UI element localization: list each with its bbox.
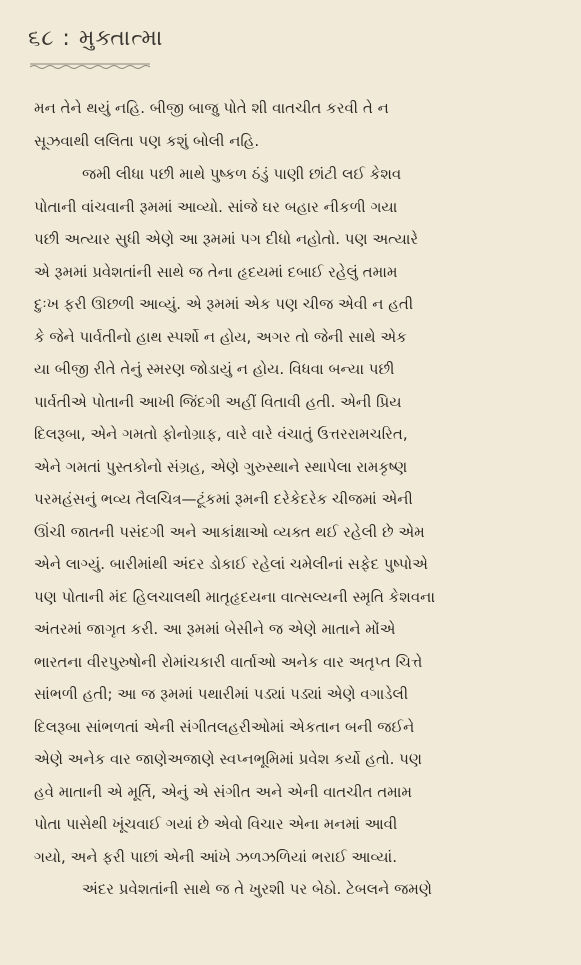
text-line: યા બીજી રીતે તેનું સ્મરણ જોડાયું ન હોય. વિધવા બન્યા પછી [34, 360, 395, 378]
text-line: એને લાગ્યું. બારીમાંથી અંદર ડોકાઈ રહેલાં ચમેલીનાં સફેદ પુષ્પોએ [34, 555, 428, 573]
page-number: ૬૮ [28, 26, 55, 51]
decorative-rule [30, 62, 150, 70]
text-line: સાંભળી હતી; આ જ રૂમમાં પથારીમાં પડ્યાં પડ્યાં એણે વગાડેલી [34, 685, 409, 703]
text-line: દુઃખ ફરી ઊછળી આવ્યું. એ રૂમમાં એક પણ ચીજ એવી ન હતી [34, 295, 414, 313]
text-line: દિલરૂબા સાંભળતાં એની સંગીતલહરીઓમાં એકતાન બની જઈને [34, 717, 415, 736]
text-line: ગયો, અને ફરી પાછાં એની આંખે ઝળઝળિયાં ભરાઈ આવ્યાં. [34, 847, 397, 866]
text-line: પણ પોતાની મંદ હિલચાલથી માતૃહૃદયના વાત્સલ્યની સ્મૃતિ કેશવના [34, 587, 436, 606]
text-line: પરમહંસનું ભવ્ય તૈલચિત્ર—ટૂંકમાં રૂમની દરેકેદરેક ચીજમાં એની [34, 490, 413, 508]
text-line: મન તેને થયું નહિ. બીજી બાજુ પોતે શી વાતચીત કરવી તે ન [34, 99, 389, 117]
text-line: એ રૂમમાં પ્રવેશતાંની સાથે જ તેના હૃદયમાં દબાઈ રહેલું તમામ [34, 262, 398, 281]
paragraph-3 [34, 873, 554, 906]
text-line: ભારતના વીરપુરુષોની રોમાંચકારી વાર્તાઓ અનેક વાર અતૃપ્ત ચિત્તે [34, 652, 423, 671]
running-title: મુક્તાત્મા [78, 26, 164, 51]
paragraph-2 [34, 158, 554, 873]
text-line: પોતાની વાંચવાની રૂમમાં આવ્યો. સાંજે ઘર બહાર નીકળી ગયા [34, 197, 398, 216]
text-line: જમી લીધા પછી માથે પુષ્કળ ઠંડું પાણી છાંટી લઈ કેશવ [82, 165, 402, 183]
text-line: ઊંચી જાતની પસંદગી અને આકાંક્ષાઓ વ્યક્ત થઈ રહેલી છે એમ [34, 522, 425, 541]
text-line: પોતા પાસેથી ખૂંચવાઈ ગયાં છે એવો વિચાર એના મનમાં આવી [34, 815, 398, 833]
text-line: એણે અનેક વાર જાણેઅજાણે સ્વપ્નભૂમિમાં પ્રવેશ કર્યો હતો. પણ [34, 750, 422, 768]
text-line: કે જેને પાર્વતીનો હાથ સ્પર્શો ન હોય, અગર તો જેની સાથે એક [34, 327, 407, 346]
text-line: પછી અત્યાર સુધી એણે આ રૂમમાં પગ દીધો નહોતો. પણ અત્યારે [34, 230, 419, 248]
text-line: એને ગમતાં પુસ્તકોનો સંગ્રહ, એણે ગુરુસ્થાને સ્થાપેલા રામકૃષ્ણ [34, 457, 408, 476]
text-line: અંદર પ્રવેશતાંની સાથે જ તે ખુરશી પર બેઠો. ટેબલને જમણે [82, 880, 432, 898]
running-header [28, 26, 163, 51]
text-line: સૂઝવાથી લલિતા પણ કશું બોલી નહિ. [34, 131, 260, 150]
text-line: પાર્વતીએ પોતાની આખી જિંદગી અહીં વિતાવી હતી. એની પ્રિય [34, 392, 402, 411]
header-separator: : [62, 26, 71, 51]
text-line: દિલરૂબા, એને ગમતો ફોનોગ્રાફ, વારે વારે વંચાતું ઉત્તરરામચરિત, [34, 425, 408, 443]
text-line: અંતરમાં જાગૃત કરી. આ રૂમમાં બેસીને જ એણે માતાને મોંએ [34, 620, 396, 638]
paragraph-1 [34, 92, 554, 157]
text-line: હવે માતાની એ મૂર્તિ, એનું એ સંગીત અને એની વાતચીત તમામ [34, 782, 413, 801]
